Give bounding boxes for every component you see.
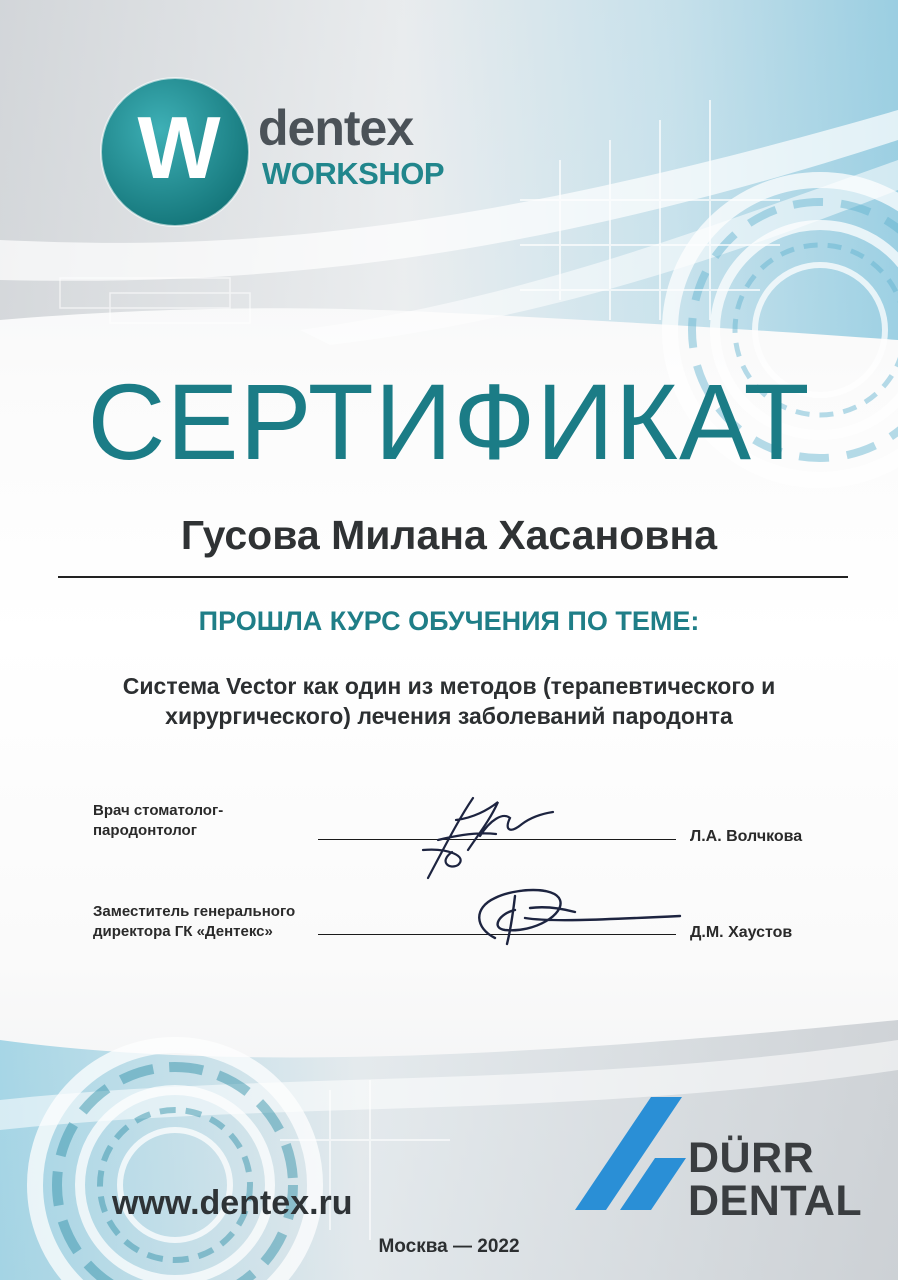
certificate-title: СЕРТИФИКАТ — [87, 361, 811, 482]
brand-durr: DÜRR — [688, 1134, 815, 1182]
course-heading: ПРОШЛА КУРС ОБУЧЕНИЯ ПО ТЕМЕ: — [198, 606, 700, 636]
name-underline — [58, 576, 848, 578]
course-topic — [80, 671, 818, 731]
logo-word-workshop: WORKSHOP — [262, 156, 444, 191]
signer-name: Д.М. Хаустов — [690, 924, 793, 941]
place-date: Москва — 2022 — [378, 1236, 520, 1257]
signature-haustov — [455, 878, 685, 948]
website-link[interactable]: www.dentex.ru — [112, 1184, 353, 1222]
signer-role — [93, 801, 223, 841]
dentex-logo-letter: W — [137, 98, 215, 197]
signer-role — [93, 902, 295, 942]
signer-role-line: пародонтолог — [93, 822, 197, 839]
signature-volchkova — [418, 790, 568, 885]
signer-role-line: Заместитель генерального — [93, 903, 296, 920]
brand-dental: DENTAL — [688, 1177, 863, 1225]
course-topic-line: Система Vector как один из методов (терапевтического и — [122, 673, 776, 699]
signer-role-line: Врач стоматолог- — [93, 802, 224, 819]
recipient-name: Гусова Милана Хасановна — [180, 512, 718, 558]
signer-role-line: директора ГК «Дентекс» — [93, 923, 273, 940]
logo-word-dentex: dentex — [258, 100, 414, 156]
course-topic-line: хирургического) лечения заболеваний пародонта — [165, 703, 733, 729]
signer-name: Л.А. Волчкова — [690, 828, 803, 845]
